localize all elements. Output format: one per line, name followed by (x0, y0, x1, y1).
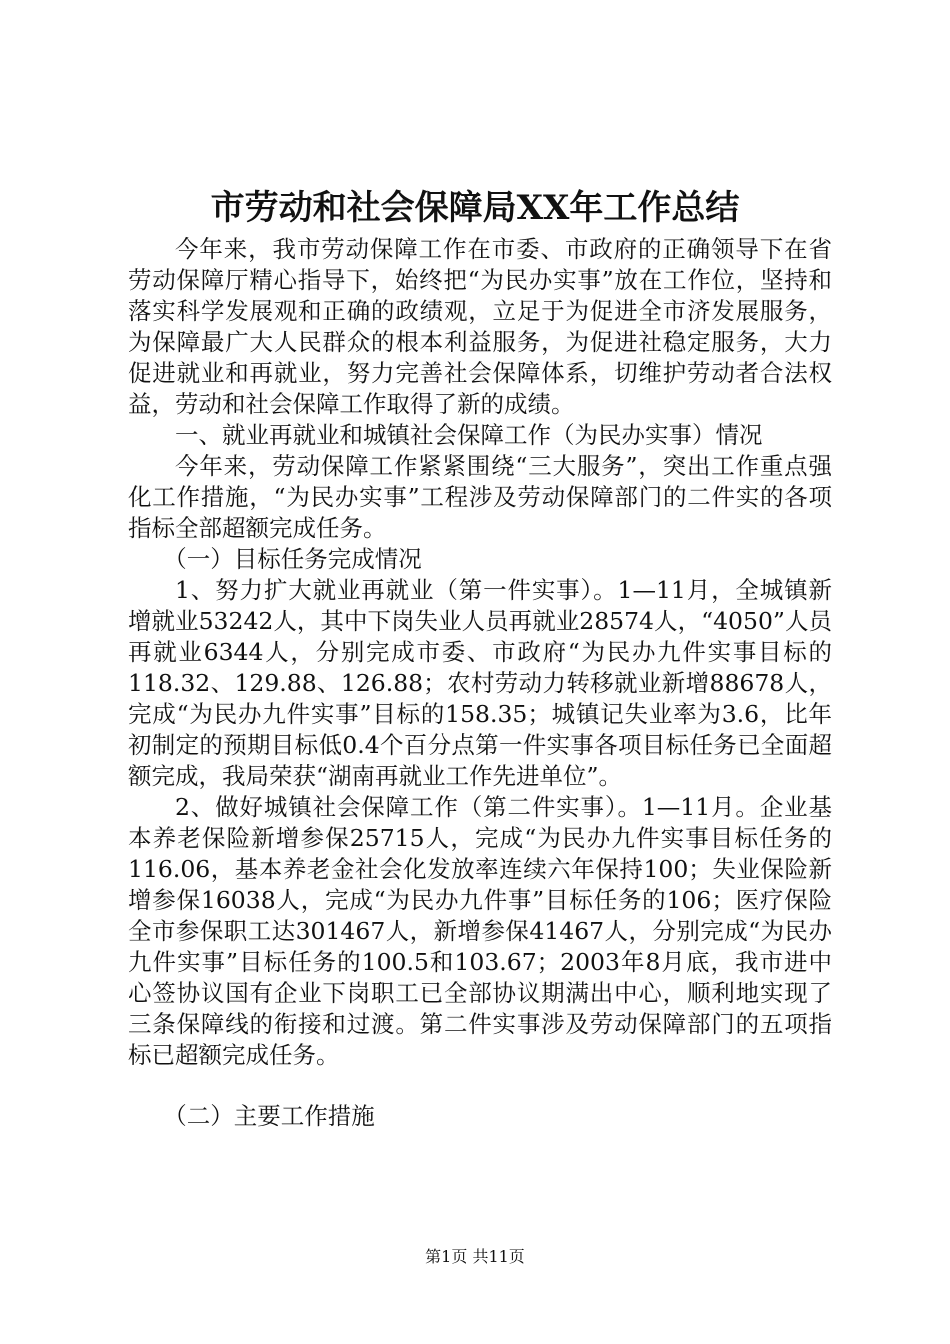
section-heading-1: 一、就业再就业和城镇社会保障工作（为民办实事）情况 (175, 421, 763, 449)
subsection-heading-1: （一）目标任务完成情况 (163, 545, 422, 573)
item-2-paragraph: 2、做好城镇社会保障工作（第二件实事）。1—11月。企业基本养老保险新增参保25715人，完成“为民办九件实事目标任务的116.06，基本养老金社会化发放率连续六年保持100；失业保险新增参保16038人，完成“为民办九件事”目标任务的106；医疗保险全市参保职工达301467人，新增参保41467人，分别完成“为民办九件实事”目标任务的100.5和103.67；2003年8月底，我市进中心签协议国有企业下岗职工已全部协议期满出中心，顺利地实现了三条保障线的衔接和过渡。第二件实事涉及劳动保障部门的五项指标已超额完成任务。 (128, 793, 832, 1069)
document-title: 市劳动和社会保障局XX年工作总结 (210, 188, 740, 228)
item-1-paragraph: 1、努力扩大就业再就业（第一件实事）。1—11月，全城镇新增就业53242人，其中下岗失业人员再就业28574人，“4050”人员再就业6344人，分别完成市委、市政府“为民办九件实事目标的118.32、129.88、126.88；农村劳动力转移就业新增88678人，完成“为民办九件实事”目标的158.35；城镇记失业率为3.6，比年初制定的预期目标低0.4个百分点第一件实事各项目标任务已全面超额完成，我局荣获“湖南再就业工作先进单位”。 (128, 576, 832, 790)
subsection-heading-2: （二）主要工作措施 (163, 1102, 375, 1130)
section-1-paragraph: 今年来，劳动保障工作紧紧围绕“三大服务”，突出工作重点强化工作措施，“为民办实事”工程涉及劳动保障部门的二件实的各项指标全部超额完成任务。 (128, 452, 832, 542)
page-footer: 第1页 共11页 (425, 1247, 525, 1266)
document-body (128, 234, 832, 1132)
intro-paragraph: 今年来，我市劳动保障工作在市委、市政府的正确领导下在省劳动保障厅精心指导下，始终把“为民办实事”放在工作位，坚持和落实科学发展观和正确的政绩观，立足于为促进全市济发展服务，为保障最广大人民群众的根本利益服务，为促进社稳定服务，大力促进就业和再就业，努力完善社会保障体系，切维护劳动者合法权益，劳动和社会保障工作取得了新的成绩。 (128, 235, 832, 418)
